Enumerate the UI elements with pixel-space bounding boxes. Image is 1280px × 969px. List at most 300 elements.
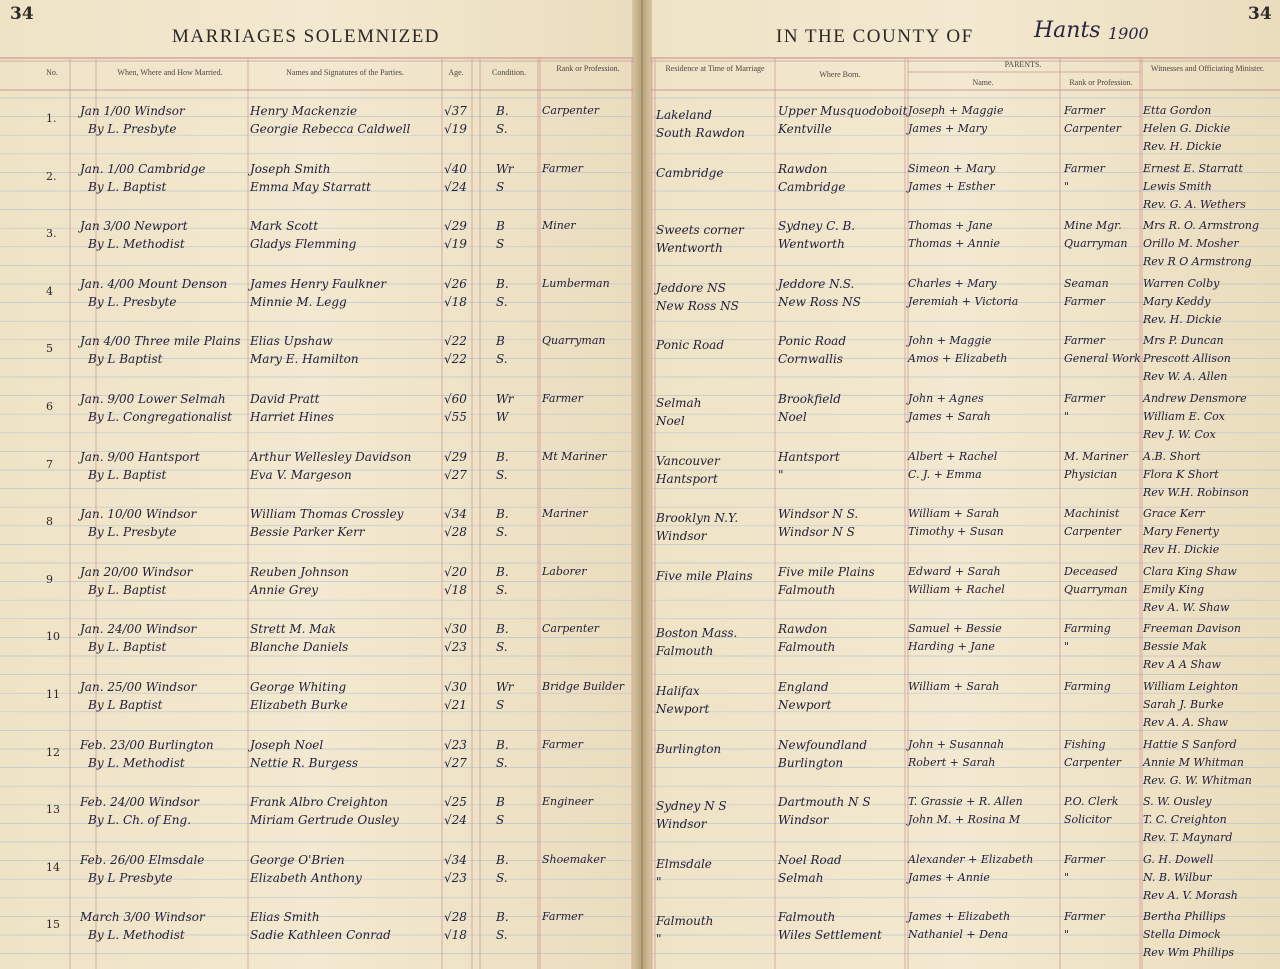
witness-minister: Ernest E. Starratt — [1143, 161, 1243, 175]
residence: Five mile Plains — [656, 568, 753, 583]
party-age: √23 — [444, 737, 467, 752]
parents-names: James + Annie — [908, 870, 990, 884]
col-head-age: Age. — [448, 68, 464, 77]
when-where-how: March 3/00 Windsor — [80, 910, 205, 925]
party-name: James Henry Faulkner — [250, 276, 387, 291]
parents-names: Charles + Mary — [908, 276, 997, 290]
party-age: √24 — [444, 813, 467, 828]
when-where-how: By L. Presbyte — [88, 122, 177, 136]
party-name: Bessie Parker Kerr — [250, 525, 365, 540]
page-number-left: 34 — [10, 4, 34, 24]
when-where-how: By L. Baptist — [88, 467, 167, 482]
witness-minister: Emily King — [1143, 582, 1205, 596]
birthplace: Falmouth — [778, 640, 836, 655]
party-name: William Thomas Crossley — [250, 507, 404, 522]
party-condition: Wr — [496, 161, 514, 176]
when-where-how: Jan. 24/00 Windsor — [80, 622, 197, 637]
parents-rank: Quarryman — [1064, 237, 1128, 251]
parents-names: James + Mary — [908, 122, 988, 135]
parents-rank: Farmer — [1064, 334, 1105, 348]
entry-number: 9 — [46, 572, 53, 586]
when-where-how: Feb. 24/00 Windsor — [80, 795, 199, 810]
birthplace: Ponic Road — [778, 334, 847, 349]
party-age: √29 — [444, 219, 467, 234]
witness-minister: Rev. H. Dickie — [1143, 140, 1222, 153]
parents-rank: Quarryman — [1064, 582, 1128, 596]
party-age: √40 — [444, 161, 467, 176]
residence: Sweets corner — [656, 223, 744, 238]
when-where-how: By L. Congregationalist — [88, 410, 232, 424]
party-name: Frank Albro Creighton — [250, 795, 389, 810]
birthplace: Burlington — [778, 755, 844, 770]
witness-minister: Rev A. A. Shaw — [1143, 716, 1228, 729]
entry-number: 3. — [46, 227, 57, 241]
birthplace: Five mile Plains — [778, 564, 875, 579]
residence: Halifax — [656, 684, 700, 698]
parents-names: Harding + Jane — [908, 640, 995, 654]
party-age: √60 — [444, 392, 467, 406]
party-age: √23 — [444, 870, 467, 885]
when-where-how: Jan. 25/00 Windsor — [80, 680, 197, 694]
party-condition: B. — [496, 507, 509, 522]
party-name: Annie Grey — [250, 582, 319, 597]
party-age: √28 — [444, 910, 467, 925]
birthplace: Brookfield — [778, 392, 841, 406]
residence: Falmouth — [656, 914, 714, 929]
col-head-parents-name: Name. — [972, 78, 994, 87]
birthplace: Jeddore N.S. — [778, 276, 855, 291]
birthplace: Kentville — [778, 122, 832, 136]
witness-minister: Flora K Short — [1143, 467, 1219, 481]
party-age: √18 — [444, 928, 467, 943]
party-condition: B — [496, 219, 505, 234]
witness-minister: Rev W.H. Robinson — [1143, 485, 1249, 499]
party-rank: Mariner — [542, 507, 588, 521]
col-head-residence: Residence at Time of Marriage — [665, 64, 765, 73]
party-condition: S — [496, 179, 505, 194]
party-age: √26 — [444, 276, 467, 291]
residence: Wentworth — [656, 241, 723, 256]
party-name: Henry Mackenzie — [250, 104, 358, 118]
residence: Noel — [656, 414, 685, 428]
party-name: Joseph Noel — [250, 737, 324, 752]
parents-names: William + Sarah — [908, 507, 1000, 521]
entry-number: 8 — [46, 515, 53, 529]
party-condition: S. — [496, 582, 508, 597]
residence: Lakeland — [656, 108, 712, 122]
birthplace: England — [778, 680, 829, 694]
parents-names: Timothy + Susan — [908, 525, 1004, 539]
residence: Newport — [656, 702, 710, 716]
parents-names: Simeon + Mary — [908, 161, 996, 175]
party-age: √55 — [444, 410, 467, 424]
party-condition: W — [496, 410, 509, 424]
party-age: √34 — [444, 507, 467, 522]
parents-rank: Solicitor — [1064, 813, 1112, 827]
col-head-witnesses: Witnesses and Officiating Minister. — [1150, 64, 1265, 73]
residence: Vancouver — [656, 453, 720, 468]
witness-minister: Rev R O Armstrong — [1143, 255, 1252, 269]
county-name: Hants — [1034, 18, 1101, 43]
party-condition: S. — [496, 755, 508, 770]
party-name: Minnie M. Legg — [250, 294, 347, 309]
party-age: √20 — [444, 564, 467, 579]
party-age: √21 — [444, 698, 467, 712]
heading-left: MARRIAGES SOLEMNIZED — [172, 26, 441, 47]
when-where-how: Jan. 1/00 Cambridge — [80, 161, 206, 176]
entry-number: 12 — [46, 745, 60, 759]
birthplace: Rawdon — [778, 161, 828, 176]
party-name: Elias Upshaw — [250, 334, 333, 349]
parents-rank: Farmer — [1064, 104, 1105, 117]
party-age: √27 — [444, 467, 467, 482]
parents-names: Thomas + Jane — [908, 219, 993, 233]
party-condition: S. — [496, 352, 508, 367]
residence: Jeddore NS — [656, 280, 726, 295]
parents-rank: Physician — [1064, 467, 1118, 481]
party-condition: B. — [496, 852, 509, 867]
witness-minister: Bertha Phillips — [1143, 910, 1226, 924]
party-condition: S. — [496, 928, 508, 943]
party-condition: B. — [496, 104, 509, 118]
witness-minister: Sarah J. Burke — [1143, 698, 1224, 711]
party-rank: Quarryman — [542, 334, 606, 348]
birthplace: " — [778, 467, 784, 482]
party-rank: Mt Mariner — [542, 449, 607, 463]
witness-minister: Freeman Davison — [1143, 622, 1241, 636]
party-age: √37 — [444, 104, 467, 118]
witness-minister: Rev. G. A. Wethers — [1143, 197, 1246, 211]
when-where-how: Jan 1/00 Windsor — [80, 104, 185, 118]
when-where-how: Jan. 10/00 Windsor — [80, 507, 197, 522]
parents-names: John M. + Rosina M — [908, 813, 1021, 827]
witness-minister: Mrs R. O. Armstrong — [1143, 219, 1260, 233]
witness-minister: G. H. Dowell — [1143, 852, 1214, 866]
when-where-how: Feb. 23/00 Burlington — [80, 737, 214, 752]
party-age: √18 — [444, 294, 467, 309]
party-condition: S. — [496, 870, 508, 885]
party-age: √27 — [444, 755, 467, 770]
when-where-how: By L Baptist — [88, 698, 163, 712]
party-name: Mark Scott — [250, 219, 319, 234]
parents-names: James + Esther — [908, 179, 995, 193]
parents-rank: Deceased — [1064, 564, 1118, 578]
birthplace: Hantsport — [778, 449, 840, 464]
residence: Hantsport — [656, 471, 718, 486]
witness-minister: Orillo M. Mosher — [1143, 237, 1239, 251]
party-rank: Shoemaker — [542, 852, 606, 866]
party-rank: Laborer — [542, 564, 587, 578]
party-condition: B. — [496, 276, 509, 291]
party-rank: Carpenter — [542, 622, 600, 636]
parents-names: William + Sarah — [908, 680, 1000, 693]
witness-minister: Helen G. Dickie — [1143, 122, 1231, 135]
page-number-right: 34 — [1248, 4, 1272, 24]
party-condition: S — [496, 237, 505, 252]
col-head-born: Where Born. — [819, 70, 861, 79]
witness-minister: Rev W. A. Allen — [1143, 370, 1228, 384]
witness-minister: Rev A A Shaw — [1143, 658, 1221, 672]
residence: Windsor — [656, 817, 707, 832]
parents-rank: Farming — [1064, 680, 1111, 693]
residence: " — [656, 932, 662, 947]
birthplace: Newfoundland — [778, 737, 868, 752]
birthplace: Windsor N S. — [778, 507, 859, 522]
witness-minister: Clara King Shaw — [1143, 564, 1237, 578]
when-where-how: By L. Methodist — [88, 237, 185, 252]
parents-rank: Carpenter — [1064, 525, 1122, 539]
party-name: George O'Brien — [250, 852, 345, 867]
entry-number: 5 — [46, 342, 53, 356]
residence: Selmah — [656, 396, 702, 410]
parents-rank: " — [1064, 928, 1070, 942]
party-age: √22 — [444, 334, 467, 349]
heading-right: IN THE COUNTY OF — [776, 26, 974, 47]
party-condition: B — [496, 334, 505, 349]
witness-minister: Rev A. W. Shaw — [1143, 600, 1230, 614]
witness-minister: S. W. Ousley — [1143, 795, 1212, 809]
residence: Cambridge — [656, 165, 724, 180]
party-rank: Engineer — [542, 795, 594, 809]
parents-rank: " — [1064, 870, 1070, 884]
parents-names: John + Susannah — [908, 737, 1005, 751]
witness-minister: Rev. G. W. Whitman — [1143, 773, 1252, 787]
witness-minister: Rev. T. Maynard — [1143, 831, 1233, 845]
parents-rank: Seaman — [1064, 276, 1109, 290]
entry-number: 10 — [46, 630, 60, 644]
party-age: √28 — [444, 525, 467, 540]
when-where-how: By L. Ch. of Eng. — [88, 813, 192, 828]
witness-minister: Rev H. Dickie — [1143, 543, 1220, 557]
party-age: √19 — [444, 237, 467, 252]
party-name: Harriet Hines — [250, 410, 334, 424]
party-condition: S — [496, 698, 505, 712]
party-name: Reuben Johnson — [250, 564, 349, 579]
party-name: Mary E. Hamilton — [250, 352, 359, 367]
party-rank: Farmer — [542, 910, 583, 924]
party-name: Eva V. Margeson — [250, 467, 352, 482]
entry-number: 6 — [46, 400, 53, 413]
party-condition: B. — [496, 737, 509, 752]
parents-names: Joseph + Maggie — [908, 104, 1004, 117]
birthplace: Windsor — [778, 813, 829, 828]
parents-names: Jeremiah + Victoria — [908, 294, 1019, 308]
witness-minister: T. C. Creighton — [1143, 813, 1227, 827]
party-name: David Pratt — [250, 392, 320, 406]
parents-names: John + Agnes — [908, 392, 984, 405]
birthplace: Cornwallis — [778, 352, 843, 367]
residence: Falmouth — [656, 644, 714, 659]
birthplace: Cambridge — [778, 179, 846, 194]
party-condition: B. — [496, 910, 509, 925]
when-where-how: By L. Presbyte — [88, 525, 177, 540]
party-age: √29 — [444, 449, 467, 464]
party-name: Joseph Smith — [250, 161, 331, 176]
witness-minister: William E. Cox — [1143, 410, 1225, 423]
residence: Sydney N S — [656, 799, 727, 814]
birthplace: Newport — [778, 698, 832, 712]
parents-rank: Fishing — [1064, 737, 1106, 751]
party-name: Gladys Flemming — [250, 237, 357, 252]
party-name: George Whiting — [250, 680, 347, 694]
entry-number: 1. — [46, 112, 57, 125]
when-where-how: Jan 20/00 Windsor — [80, 564, 193, 579]
parents-names: Albert + Rachel — [908, 449, 998, 463]
witness-minister: Annie M Whitman — [1143, 755, 1244, 769]
when-where-how: By L. Baptist — [88, 179, 167, 194]
residence: Ponic Road — [656, 338, 725, 353]
party-rank: Farmer — [542, 161, 583, 175]
party-name: Elizabeth Anthony — [250, 870, 362, 885]
parents-rank: P.O. Clerk — [1064, 795, 1119, 809]
when-where-how: By L. Baptist — [88, 640, 167, 655]
party-condition: S. — [496, 640, 508, 655]
residence: Burlington — [656, 741, 722, 756]
when-where-how: By L. Methodist — [88, 755, 185, 770]
birthplace: Dartmouth N S — [778, 795, 871, 810]
col-head-no: No. — [46, 68, 58, 77]
parents-names: Robert + Sarah — [908, 755, 996, 769]
party-condition: B. — [496, 564, 509, 579]
witness-minister: Stella Dimock — [1143, 928, 1221, 942]
parents-names: James + Elizabeth — [908, 910, 1011, 924]
party-condition: B — [496, 795, 505, 810]
col-head-condition: Condition. — [491, 68, 526, 77]
parents-names: C. J. + Emma — [908, 467, 982, 481]
party-name: Georgie Rebecca Caldwell — [250, 122, 411, 136]
party-condition: S. — [496, 467, 508, 482]
residence: Brooklyn N.Y. — [656, 511, 739, 526]
parents-names: John + Maggie — [908, 334, 992, 348]
party-age: √34 — [444, 852, 467, 867]
party-condition: S. — [496, 525, 508, 540]
witness-minister: Rev Wm Phillips — [1143, 946, 1234, 960]
parents-rank: Farmer — [1064, 392, 1105, 405]
witness-minister: Bessie Mak — [1143, 640, 1207, 654]
party-name: Sadie Kathleen Conrad — [250, 928, 391, 943]
witness-minister: Rev. H. Dickie — [1143, 312, 1222, 326]
parents-rank: Farming — [1064, 622, 1111, 636]
parents-names: Amos + Elizabeth — [908, 352, 1008, 366]
witness-minister: N. B. Wilbur — [1143, 870, 1212, 884]
residence: Elmsdale — [656, 856, 712, 871]
birthplace: Sydney C. B. — [778, 219, 856, 234]
entry-number: 7 — [46, 457, 53, 471]
parents-names: T. Grassie + R. Allen — [908, 795, 1023, 809]
when-where-how: Jan 4/00 Three mile Plains — [80, 334, 241, 349]
party-age: √23 — [444, 640, 467, 655]
residence: Windsor — [656, 529, 707, 544]
residence: South Rawdon — [656, 126, 745, 140]
parents-names: Alexander + Elizabeth — [908, 852, 1034, 866]
birthplace: Noel Road — [778, 852, 842, 867]
party-rank: Farmer — [542, 392, 583, 405]
party-name: Elizabeth Burke — [250, 698, 348, 712]
col-head-when: When, Where and How Married. — [117, 68, 223, 77]
col-head-parents: PARENTS. — [1004, 60, 1042, 69]
party-condition: B. — [496, 622, 509, 637]
witness-minister: Rev A. V. Morash — [1143, 888, 1238, 902]
witness-minister: Grace Kerr — [1143, 507, 1205, 521]
col-head-parents-rank: Rank or Profession. — [1069, 78, 1133, 87]
witness-minister: Andrew Densmore — [1143, 392, 1247, 405]
when-where-how: Jan 3/00 Newport — [80, 219, 188, 234]
parents-rank: Mine Mgr. — [1064, 219, 1122, 233]
birthplace: Noel — [778, 410, 807, 424]
witness-minister: Mary Keddy — [1143, 294, 1211, 308]
witness-minister: Prescott Allison — [1143, 352, 1231, 366]
witness-minister: Etta Gordon — [1143, 104, 1212, 117]
party-condition: S. — [496, 294, 508, 309]
when-where-how: Feb. 26/00 Elmsdale — [80, 852, 205, 867]
party-name: Strett M. Mak — [250, 622, 336, 637]
birthplace: Windsor N S — [778, 525, 855, 540]
when-where-how: By L Baptist — [88, 352, 163, 367]
parents-rank: Machinist — [1064, 507, 1120, 521]
parents-names: Nathaniel + Dena — [908, 928, 1009, 942]
parents-rank: M. Mariner — [1064, 449, 1128, 463]
parents-names: Edward + Sarah — [908, 564, 1001, 578]
party-condition: B. — [496, 449, 509, 464]
birthplace: Wiles Settlement — [778, 928, 882, 943]
parents-rank: Farmer — [1064, 910, 1105, 924]
party-rank: Carpenter — [542, 104, 600, 117]
entry-number: 15 — [46, 918, 60, 932]
when-where-how: Jan. 9/00 Lower Selmah — [80, 392, 226, 406]
entry-number: 13 — [46, 803, 60, 817]
birthplace: Upper Musquodoboit — [778, 104, 908, 118]
birthplace: New Ross NS — [778, 294, 861, 309]
party-name: Emma May Starratt — [250, 179, 371, 194]
witness-minister: Rev J. W. Cox — [1143, 428, 1216, 441]
residence: Boston Mass. — [656, 626, 738, 641]
residence: " — [656, 874, 662, 889]
parents-names: William + Rachel — [908, 582, 1005, 596]
witness-minister: Mrs P. Duncan — [1143, 334, 1224, 348]
party-condition: Wr — [496, 680, 514, 694]
party-name: Arthur Wellesley Davidson — [250, 449, 412, 464]
witness-minister: Warren Colby — [1143, 276, 1220, 290]
parents-names: Samuel + Bessie — [908, 622, 1002, 636]
when-where-how: Jan. 4/00 Mount Denson — [80, 276, 228, 291]
when-where-how: Jan. 9/00 Hantsport — [80, 449, 200, 464]
entry-number: 2. — [46, 169, 57, 183]
party-name: Miriam Gertrude Ousley — [250, 813, 399, 828]
witness-minister: A.B. Short — [1143, 449, 1201, 463]
party-condition: Wr — [496, 392, 514, 406]
birthplace: Wentworth — [778, 237, 845, 252]
entry-number: 14 — [46, 860, 60, 874]
parents-rank: " — [1064, 410, 1070, 423]
party-age: √30 — [444, 622, 467, 637]
entry-number: 4 — [46, 284, 53, 298]
party-name: Blanche Daniels — [250, 640, 349, 655]
party-age: √24 — [444, 179, 467, 194]
parents-rank: Carpenter — [1064, 755, 1122, 769]
party-age: √22 — [444, 352, 467, 367]
party-name: Elias Smith — [250, 910, 320, 925]
party-rank: Miner — [542, 219, 576, 233]
when-where-how: By L Presbyte — [88, 870, 173, 885]
parents-rank: Farmer — [1064, 294, 1105, 308]
birthplace: Rawdon — [778, 622, 828, 637]
party-condition: S — [496, 813, 505, 828]
register-year: 1900 — [1108, 24, 1149, 43]
party-rank: Farmer — [542, 737, 583, 751]
col-head-rank: Rank or Profession. — [556, 64, 620, 73]
party-age: √19 — [444, 122, 467, 136]
when-where-how: By L. Baptist — [88, 582, 167, 597]
